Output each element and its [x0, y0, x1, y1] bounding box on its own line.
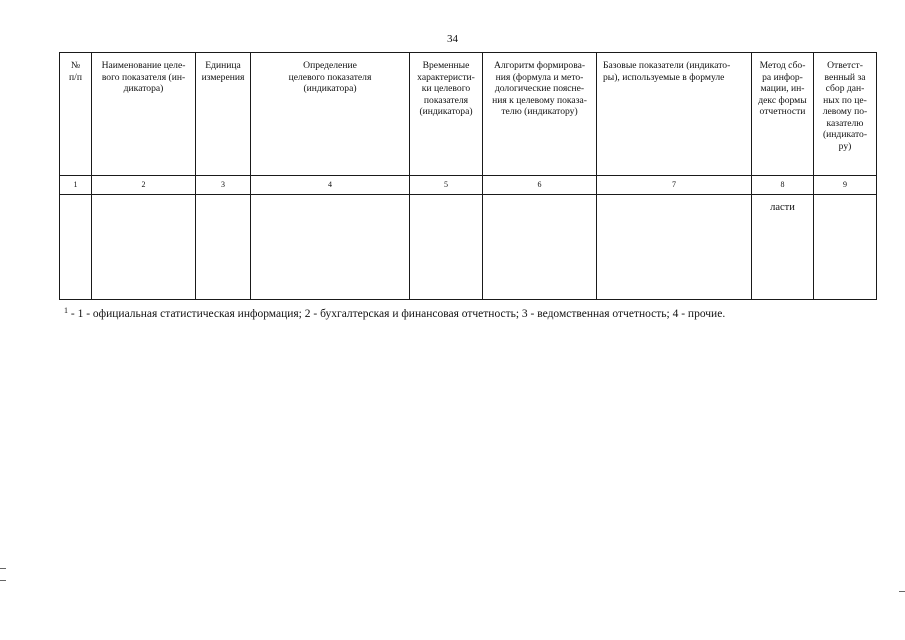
column-header: Наименование целе- вого показателя (ин- дикатора)	[92, 53, 196, 176]
column-header: № п/п	[60, 53, 92, 176]
indicators-table	[59, 52, 877, 300]
table-cell: ласти	[752, 195, 814, 300]
column-number: 2	[92, 176, 196, 195]
table-row	[60, 195, 877, 300]
column-number: 4	[251, 176, 410, 195]
table-cell	[814, 195, 877, 300]
table-cell	[597, 195, 752, 300]
column-header: Метод сбо- ра инфор- мации, ин- декс формы отчетности	[752, 53, 814, 176]
table-cell	[92, 195, 196, 300]
column-header: Единица измерения	[196, 53, 251, 176]
header-row	[60, 53, 877, 176]
column-number: 3	[196, 176, 251, 195]
footnote-text: - 1 - официальная статистическая информация; 2 - бухгалтерская и финансовая отчетность; 3 - ведомственная отчетность; 4 - прочие.	[68, 308, 726, 320]
column-number: 7	[597, 176, 752, 195]
column-number: 5	[410, 176, 483, 195]
scan-edge-mark	[0, 568, 6, 569]
column-header: Временные характеристи- ки целевого показателя (индикатора)	[410, 53, 483, 176]
column-number: 8	[752, 176, 814, 195]
column-header: Определение целевого показателя (индикатора)	[251, 53, 410, 176]
table-cell	[251, 195, 410, 300]
column-number: 9	[814, 176, 877, 195]
table-cell	[410, 195, 483, 300]
table-cell	[196, 195, 251, 300]
footnote	[64, 306, 874, 320]
page-number: 34	[447, 33, 458, 45]
table-cell	[60, 195, 92, 300]
table-cell	[483, 195, 597, 300]
footnote-marker: 1	[64, 306, 68, 315]
scan-edge-mark	[899, 591, 905, 592]
column-number: 6	[483, 176, 597, 195]
column-header: Базовые показатели (индикато- ры), используемые в формуле	[597, 53, 752, 176]
column-number-row	[60, 176, 877, 195]
column-header: Ответст- венный за сбор дан- ных по це- левому по- казателю (индикато- ру)	[814, 53, 877, 176]
scan-edge-mark	[0, 580, 6, 581]
column-header: Алгоритм формирова- ния (формула и мето- дологические поясне- ния к целевому показа- телю (индикатору)	[483, 53, 597, 176]
column-number: 1	[60, 176, 92, 195]
